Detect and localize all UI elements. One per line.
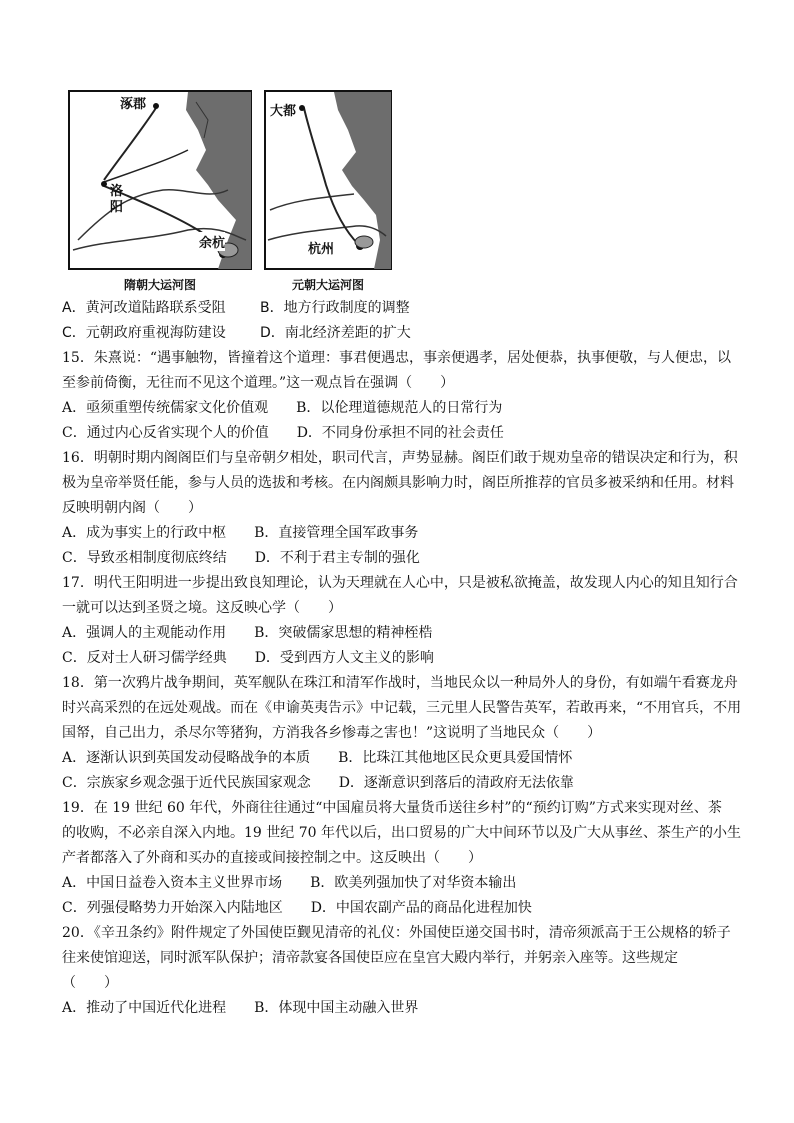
q20-stem-line-2: 往来使馆迎送，同时派军队保护；清帝款宴各国使臣应在皇宫大殿内举行，并躬亲入座等。这些规定 [62,950,678,966]
q16-stem-line-1: 16．明朝时期内阁阁臣们与皇帝朝夕相处，职司代言，声势显赫。阁臣们敢于规劝皇帝的错误决定和行为，积 [62,450,738,466]
q16-options-row-1: A．成为事实上的行政中枢 B．直接管理全国军政事务 [62,525,419,541]
q19-options-row-1: A．中国日益卷入资本主义世界市场 B．欧美列强加快了对华资本输出 [62,875,517,891]
q18-stem-line-1: 18．第一次鸦片战争期间，英军舰队在珠江和清军作战时，当地民众以一种局外人的身份，有如端午看赛龙舟 [62,675,738,691]
place-label-luo: 洛 [110,184,124,199]
place-label-yuhang: 余杭 [199,232,225,251]
q19-stem-line-1: 19．在 19 世纪 60 年代，外商往往通过“中国雇员将大量货币送往乡村”的“预约订购”方式来实现对丝、茶 [62,800,722,816]
q15-options-row-1: A．亟须重塑传统儒家文化价值观 B．以伦理道德规范人的日常行为 [62,400,503,416]
q17-stem-line-1: 17．明代王阳明进一步提出致良知理论，认为天理就在人心中，只是被私欲掩盖，故发现人内心的知且知行合 [62,575,738,591]
q18-options-row-2: C．宗族家乡观念强于近代民族国家观念 D．逐渐意识到落后的清政府无法依靠 [62,775,574,791]
q15-stem-line-1: 15．朱熹说：“遇事触物，皆撞着这个道理：事君便遇忠，事亲便遇孝，居处便恭，执事便敬，与人便忠，以 [62,350,731,366]
q15-stem-line-2: 至参前倚衡，无往而不见这个道理。”这一观点旨在强调（ ） [62,375,455,391]
q16-stem-line-2: 极为皇帝举贤任能，参与人员的选拔和考核。在内阁颇具影响力时，阁臣所推荐的官员多被采纳和任用。材料 [62,475,734,491]
q14-options-row-1 [62,298,742,318]
yuan-canal-map [264,90,392,292]
q18-options-row-1: A．逐渐认识到英国发动侵略战争的本质 B．比珠江其他地区民众更具爱国情怀 [62,750,573,766]
place-label-zhuojun: 涿郡 [120,93,146,112]
place-label-dadu: 大都 [270,100,296,119]
canal-maps-figure [68,90,392,292]
place-label-hangzhou: 杭州 [308,238,334,257]
q19-options-row-2: C．列强侵略势力开始深入内陆地区 D．中国农副产品的商品化进程加快 [62,900,532,916]
q14-options-row-2 [62,323,742,343]
place-label-yang: 阳 [110,200,124,215]
sui-map-caption: 隋朝大运河图 [123,278,196,292]
q19-stem-line-3: 产者都落入了外商和买办的直接或间接控制之中。这反映出（ ） [62,850,482,866]
q16-stem-line-3: 反映明朝内阁（ ） [62,500,202,516]
q20-stem-line-3: （ ） [62,975,118,991]
q14-option-c: C．元朝政府重视海防建设 [62,325,226,341]
q20-options-row-1: A．推动了中国近代化进程 B．体现中国主动融入世界 [62,1000,419,1016]
q15-options-row-2: C．通过内心反省实现个人的价值 D．不同身份承担不同的社会责任 [62,425,504,441]
q18-stem-line-2: 时兴高采烈的在远处观战。而在《申谕英夷告示》中记载，三元里人民警告英军，若敢再来，“不用官兵，不用 [62,700,742,716]
q17-options-row-1: A．强调人的主观能动作用 B．突破儒家思想的精神桎梏 [62,625,433,641]
yuan-map-caption: 元朝大运河图 [291,278,364,292]
q17-stem-line-2: 一就可以达到圣贤之境。这反映心学（ ） [62,600,342,616]
q14-option-a: A．黄河改道陆路联系受阻 [62,300,226,316]
q16-options-row-2: C．导致丞相制度彻底终结 D．不利于君主专制的强化 [62,550,420,566]
sui-canal-map [68,90,252,292]
q19-stem-line-2: 的收购，不必亲自深入内地。19 世纪 70 年代以后，出口贸易的广大中间环节以及广大从事丝、茶生产的小生 [62,825,741,841]
q14-option-b: B．地方行政制度的调整 [260,300,410,316]
q18-stem-line-3: 国帑，自己出力，杀尽尔等猪狗，方消我各乡惨毒之害也！”这说明了当地民众（ ） [62,725,602,741]
q14-option-d: D．南北经济差距的扩大 [260,325,411,341]
q17-options-row-2: C．反对士人研习儒学经典 D．受到西方人文主义的影响 [62,650,434,666]
q20-stem-line-1: 20．《辛丑条约》附件规定了外国使臣觐见清帝的礼仪：外国使臣递交国书时，清帝须派高于王公规格的轿子 [62,925,731,941]
